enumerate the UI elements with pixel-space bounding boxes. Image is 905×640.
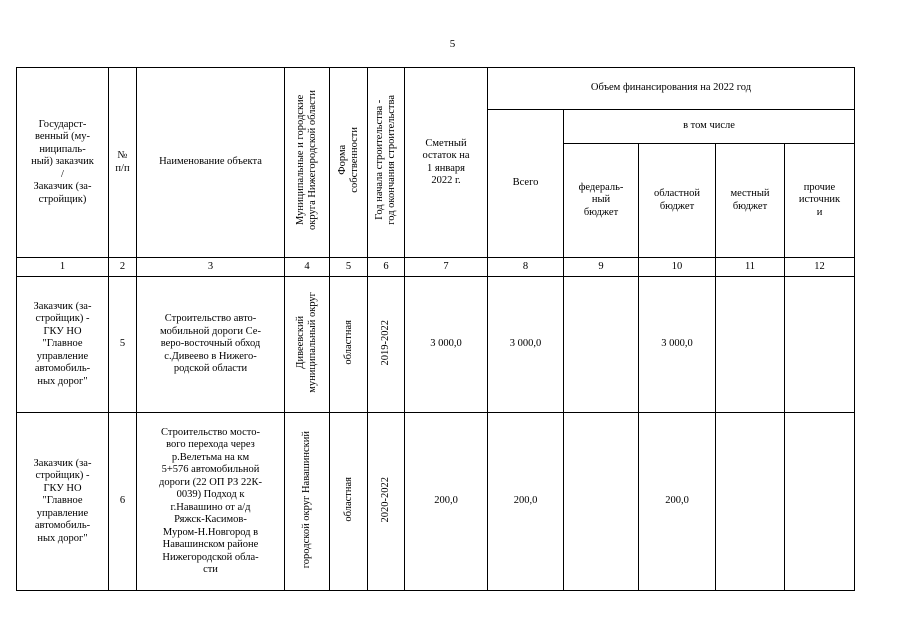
row-num: 6: [109, 413, 137, 591]
col-num-11: 11: [716, 258, 785, 277]
col-num-4: 4: [285, 258, 330, 277]
row-regional: 3 000,0: [639, 277, 716, 413]
header-estimate: Сметный остаток на 1 января 2022 г.: [405, 68, 488, 258]
financing-table: [16, 67, 855, 591]
col-num-8: 8: [488, 258, 564, 277]
row-other: [785, 413, 855, 591]
row-regional: 200,0: [639, 413, 716, 591]
header-funding: Объем финансирования на 2022 год: [488, 68, 855, 110]
header-federal: федераль- ный бюджет: [564, 144, 639, 258]
col-num-7: 7: [405, 258, 488, 277]
table-row: [17, 413, 855, 591]
header-name: Наименование объекта: [137, 68, 285, 258]
header-regional: областной бюджет: [639, 144, 716, 258]
row-estimate: 200,0: [405, 413, 488, 591]
header-municipality: Муниципальные и городские округа Нижегородской области: [285, 68, 330, 258]
row-municipality: городской округ Навашинский: [285, 413, 330, 591]
header-customer: Государст- венный (му- ниципаль- ный) заказчик / Заказчик (за- стройщик): [17, 68, 109, 258]
row-total: 200,0: [488, 413, 564, 591]
row-other: [785, 277, 855, 413]
col-num-12: 12: [785, 258, 855, 277]
header-ownership: Форма собственности: [330, 68, 368, 258]
row-local: [716, 277, 785, 413]
row-customer: Заказчик (за- стройщик) - ГКУ НО "Главное управление автомобиль- ных дорог": [17, 413, 109, 591]
row-name: Строительство авто- мобильной дороги Се- веро-восточный обход с.Дивеево в Нижего- родской области: [137, 277, 285, 413]
row-years: 2019-2022: [368, 277, 405, 413]
header-other: прочие источник и: [785, 144, 855, 258]
row-local: [716, 413, 785, 591]
row-federal: [564, 413, 639, 591]
col-num-10: 10: [639, 258, 716, 277]
row-num: 5: [109, 277, 137, 413]
row-total: 3 000,0: [488, 277, 564, 413]
row-ownership: областная: [330, 413, 368, 591]
header-num: № п/п: [109, 68, 137, 258]
col-num-9: 9: [564, 258, 639, 277]
table-row: [17, 277, 855, 413]
col-num-2: 2: [109, 258, 137, 277]
col-num-5: 5: [330, 258, 368, 277]
page-number: 5: [449, 38, 456, 50]
header-including: в том числе: [564, 110, 855, 144]
row-years: 2020-2022: [368, 413, 405, 591]
row-ownership: областная: [330, 277, 368, 413]
header-local: местный бюджет: [716, 144, 785, 258]
column-numbers-row: [17, 258, 855, 277]
col-num-3: 3: [137, 258, 285, 277]
header-total: Всего: [488, 110, 564, 258]
col-num-6: 6: [368, 258, 405, 277]
row-name: Строительство мосто- вого перехода через р.Велетьма на км 5+576 автомобильной дороги (22 ОП РЗ 22К- 0039) Подход к г.Навашино от а/д Ряжск-Касимов- Муром-Н.Новгород в Навашинском районе Нижегородской обла- сти: [137, 413, 285, 591]
row-estimate: 3 000,0: [405, 277, 488, 413]
col-num-1: 1: [17, 258, 109, 277]
row-customer: Заказчик (за- стройщик) - ГКУ НО "Главное управление автомобиль- ных дорог": [17, 277, 109, 413]
row-federal: [564, 277, 639, 413]
row-municipality: Дивеевский муниципальный округ: [285, 277, 330, 413]
header-years: Год начала строительства - год окончания строительства: [368, 68, 405, 258]
